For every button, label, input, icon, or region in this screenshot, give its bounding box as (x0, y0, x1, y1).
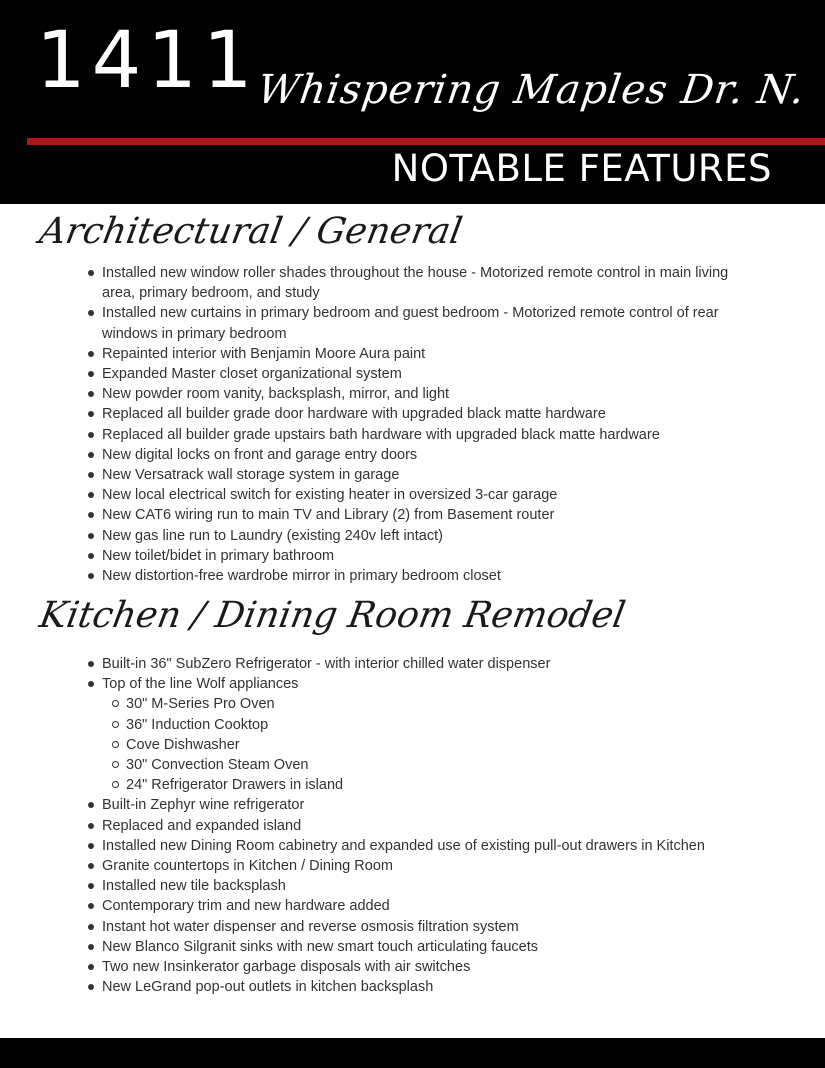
list-item-wolf-appliances (102, 674, 762, 795)
list-item: Built-in Zephyr wine refrigerator (102, 795, 762, 815)
list-item: Installed new Dining Room cabinetry and expanded use of existing pull-out drawers in Kitchen (102, 836, 762, 856)
list-item: Installed new curtains in primary bedroom and guest bedroom - Motorized remote control of rear windows in primary bedroom (102, 303, 762, 343)
list-item: Replaced and expanded island (102, 816, 762, 836)
footer-bar (0, 1038, 825, 1068)
section-heading-kitchen: Kitchen / Dining Room Remodel (36, 595, 629, 636)
list-item: Replaced all builder grade upstairs bath hardware with upgraded black matte hardware (102, 425, 762, 445)
list-item: New digital locks on front and garage entry doors (102, 445, 762, 465)
section-heading-architectural: Architectural / General (36, 211, 466, 252)
list-item: New gas line run to Laundry (existing 240v left intact) (102, 526, 762, 546)
sub-list-item: 30" Convection Steam Oven (126, 755, 762, 775)
sub-list-item: 24" Refrigerator Drawers in island (126, 775, 762, 795)
red-divider (27, 138, 825, 145)
wolf-appliance-sublist (102, 694, 762, 795)
page-header (0, 0, 825, 204)
list-item: Repainted interior with Benjamin Moore Aura paint (102, 344, 762, 364)
list-item: New local electrical switch for existing heater in oversized 3-car garage (102, 485, 762, 505)
street-name: Whispering Maples Dr. N. (254, 67, 809, 113)
house-number: 1411 (36, 16, 259, 106)
list-item: Built-in 36" SubZero Refrigerator - with interior chilled water dispenser (102, 654, 762, 674)
list-item: New powder room vanity, backsplash, mirror, and light (102, 384, 762, 404)
list-item: New distortion-free wardrobe mirror in primary bedroom closet (102, 566, 762, 586)
list-item: Contemporary trim and new hardware added (102, 896, 762, 916)
sub-list-item: 30" M-Series Pro Oven (126, 694, 762, 714)
list-item: Replaced all builder grade door hardware with upgraded black matte hardware (102, 404, 762, 424)
list-item: New toilet/bidet in primary bathroom (102, 546, 762, 566)
list-item: New Versatrack wall storage system in garage (102, 465, 762, 485)
kitchen-feature-list (102, 654, 762, 997)
list-item: New Blanco Silgranit sinks with new smart touch articulating faucets (102, 937, 762, 957)
list-item: Installed new window roller shades throughout the house - Motorized remote control in main living area, primary bedroom, and study (102, 263, 762, 303)
architectural-feature-list (102, 263, 762, 586)
list-item: New CAT6 wiring run to main TV and Library (2) from Basement router (102, 505, 762, 525)
list-item: Two new Insinkerator garbage disposals with air switches (102, 957, 762, 977)
header-subtitle: NOTABLE FEATURES (391, 147, 772, 190)
list-item: Granite countertops in Kitchen / Dining Room (102, 856, 762, 876)
list-item: Installed new tile backsplash (102, 876, 762, 896)
list-item-label: Top of the line Wolf appliances (102, 676, 299, 693)
sub-list-item: Cove Dishwasher (126, 735, 762, 755)
sub-list-item: 36" Induction Cooktop (126, 715, 762, 735)
list-item: Expanded Master closet organizational system (102, 364, 762, 384)
list-item: Instant hot water dispenser and reverse osmosis filtration system (102, 917, 762, 937)
list-item: New LeGrand pop-out outlets in kitchen backsplash (102, 977, 762, 997)
